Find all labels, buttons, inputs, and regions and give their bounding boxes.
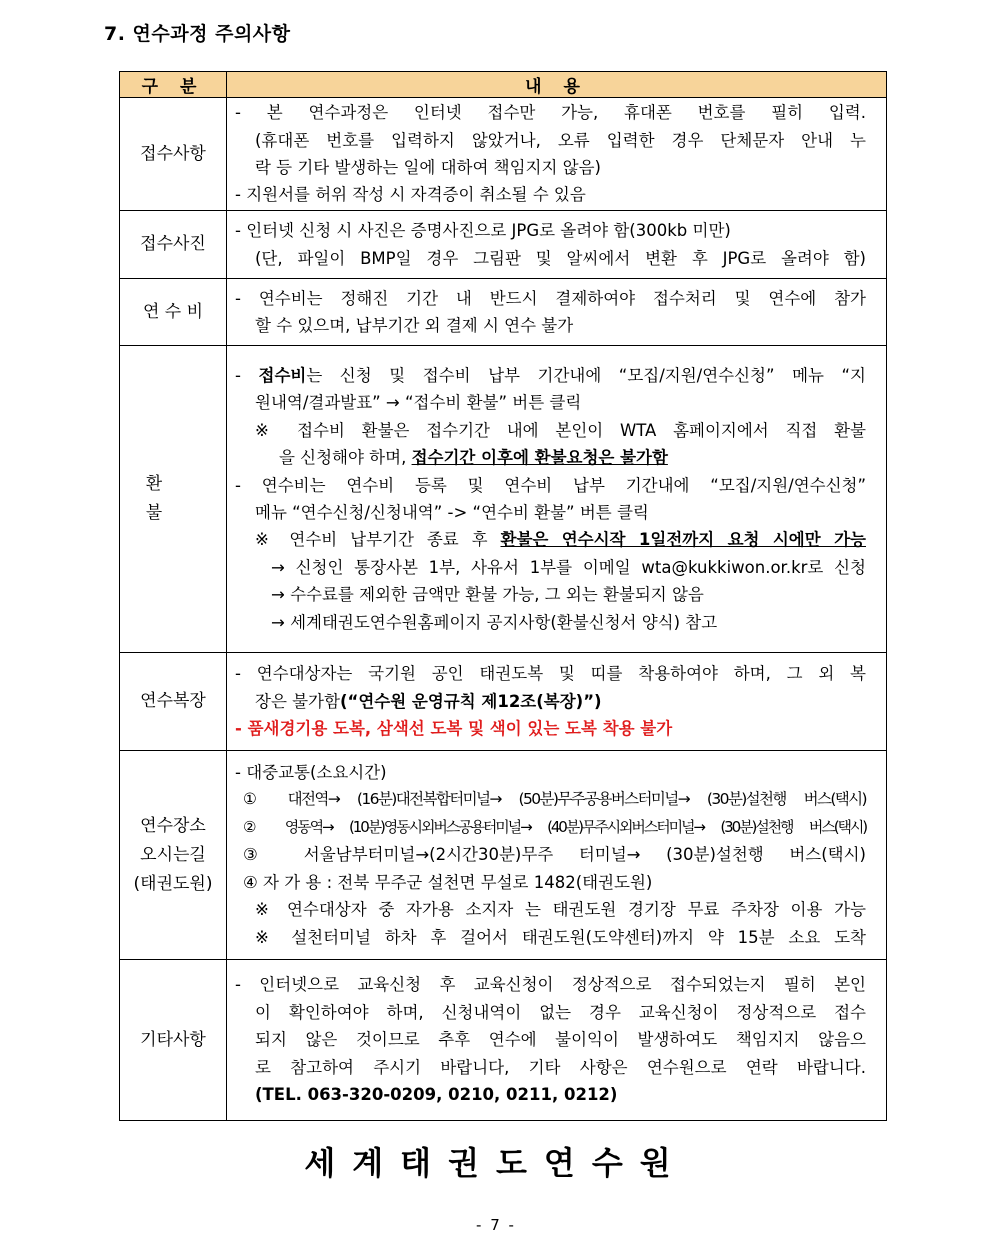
row-category: 연수복장: [120, 653, 227, 751]
table-row: [120, 653, 887, 751]
content-line: 로 참고하여 주시기 바랍니다, 기타 사항은 연수원으로 연락 바랍니다.: [255, 1057, 866, 1077]
content-line: (휴대폰 번호를 입력하지 않았거나, 오류 입력한 경우 단체문자 안내 누: [255, 130, 866, 150]
route-line: ② 영동역→ (10분)영동시외버스공용터미널→ (40분)무주시외버스터미널→ (30분)설천행 버스(택시): [243, 817, 866, 836]
content-line: ※ 설천터미널 하차 후 걸어서 태권도원(도약센터)까지 약 15분 소요 도착: [255, 927, 866, 947]
row-category: 기타사항: [120, 960, 227, 1121]
header-content: 내 용: [227, 72, 887, 98]
row-category: 연 수 비: [120, 279, 227, 346]
bold-reference: (“연수원 운영규칙 제12조(복장)”): [339, 691, 602, 711]
content-line: [235, 362, 866, 389]
content-line: [235, 526, 866, 553]
section-title: 7. 연수과정 주의사항: [104, 23, 291, 45]
bold-term: 접수비: [258, 365, 307, 385]
content-line: - 인터넷으로 교육신청 후 교육신청이 정상적으로 접수되었는지 필히 본인: [235, 975, 866, 995]
line-text: 장은 불가함: [255, 691, 340, 711]
row-content: [227, 279, 887, 346]
line-text: ※ 연수비 납부기간 종료 후: [255, 530, 501, 550]
route-line: ④ 자 가 용 : 전북 무주군 설천면 무설로 1482(태권도원): [243, 872, 653, 892]
row-content: [227, 751, 887, 960]
table-header-row: [120, 72, 887, 98]
underlined-notice: 접수기간 이후에 환불요청은 불가함: [411, 448, 668, 468]
table-row: [120, 751, 887, 960]
content-line: [235, 444, 866, 471]
phone-line: (TEL. 063-320-0209, 0210, 0211, 0212): [255, 1085, 618, 1105]
content-line: 원내역/결과발표” → “접수비 환불” 버튼 클릭: [255, 393, 582, 413]
route-line: ① 대전역→ (16분)대전복합터미널→ (50분)무주공용버스터미널→ (30분)설천행 버스(택시): [243, 790, 866, 809]
route-line: ③ 서울남부터미널→(2시간30분)무주 터미널→ (30분)설천행 버스(택시): [243, 845, 866, 865]
content-line: → 수수료를 제외한 금액만 환불 가능, 그 외는 환불되지 않음: [271, 585, 704, 605]
header-category: 구 분: [120, 72, 227, 98]
content-line: - 연수비는 연수비 등록 및 연수비 납부 기간내에 “모집/지원/연수신청”: [235, 475, 866, 495]
row-category: [120, 751, 227, 960]
row-content: [227, 98, 887, 211]
content-line: - 대중교통(소요시간): [235, 763, 387, 783]
content-line: - 지원서를 허위 작성 시 자격증이 취소될 수 있음: [235, 185, 586, 205]
content-line: 락 등 기타 발생하는 일에 대하여 책임지지 않음): [255, 158, 601, 177]
content-line: 이 확인하여야 하며, 신청내역이 없는 경우 교육신청이 정상적으로 접수: [255, 1002, 866, 1022]
content-line: 되지 않은 것이므로 추후 연수에 불이익이 발생하여도 책임지지 않음으: [255, 1030, 866, 1050]
table-row: [120, 279, 887, 346]
row-content: [227, 960, 887, 1121]
content-line: ※ 접수비 환불은 접수기간 내에 본인이 WTA 홈페이지에서 직접 환불: [255, 420, 866, 440]
content-line: ※ 연수대상자 중 자가용 소지자 는 태권도원 경기장 무료 주차장 이용 가능: [255, 900, 866, 920]
row-content: [227, 653, 887, 751]
row-category: 환 불: [120, 346, 227, 653]
underlined-notice: 환불은 연수시작 1일전까지 요청 시에만 가능: [500, 530, 866, 550]
content-line: → 신청인 통장사본 1부, 사유서 1부를 이메일 wta@kukkiwon.or.kr로 신청: [271, 557, 866, 577]
category-line: 오시는길: [140, 844, 206, 865]
content-line: (단, 파일이 BMP일 경우 그림판 및 알씨에서 변환 후 JPG로 올려야 함): [255, 248, 866, 268]
warning-line: - 품새경기용 도복, 삼색선 도복 및 색이 있는 도복 착용 불가: [235, 719, 673, 739]
content-line: 메뉴 “연수신청/신청내역” -> “연수비 환불” 버튼 클릭: [255, 503, 649, 522]
row-category: 접수사항: [120, 98, 227, 211]
table-row: [120, 346, 887, 653]
content-line: - 연수비는 정해진 기간 내 반드시 결제하여야 접수처리 및 연수에 참가: [235, 288, 866, 308]
category-line: (태권도원): [133, 873, 213, 894]
table-row: [120, 960, 887, 1121]
row-category: 접수사진: [120, 211, 227, 279]
row-content: [227, 346, 887, 653]
line-text: 을 신청해야 하며,: [279, 448, 412, 468]
content-line: [235, 688, 866, 715]
line-text: 는 신청 및 접수비 납부 기간내에 “모집/지원/연수신청” 메뉴 “지: [306, 365, 866, 385]
content-line: - 연수대상자는 국기원 공인 태권도복 및 띠를 착용하여야 하며, 그 외 복: [235, 664, 866, 684]
organization-name: 세계태권도연수원: [304, 1144, 688, 1182]
row-content: [227, 211, 887, 279]
table-row: [120, 98, 887, 211]
table-row: [120, 211, 887, 279]
notice-table: [119, 71, 887, 1121]
content-line: 할 수 있으며, 납부기간 외 결제 시 연수 불가: [255, 316, 574, 335]
content-line: → 세계태권도연수원홈페이지 공지사항(환불신청서 양식) 참고: [271, 612, 718, 632]
category-line: 연수장소: [140, 815, 206, 836]
content-line: - 인터넷 신청 시 사진은 증명사진으로 JPG로 올려야 함(300kb 미만): [235, 221, 731, 241]
page-number: - 7 -: [476, 1216, 516, 1234]
content-line: - 본 연수과정은 인터넷 접수만 가능, 휴대폰 번호를 필히 입력.: [235, 103, 866, 123]
line-prefix: -: [235, 365, 259, 385]
